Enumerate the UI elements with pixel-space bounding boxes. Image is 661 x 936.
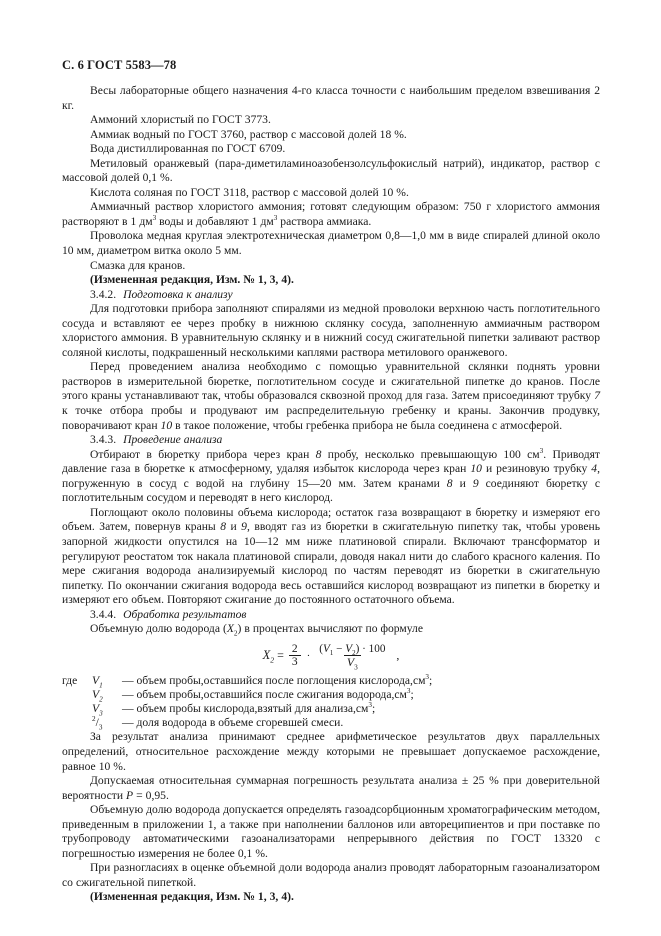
variable-definitions-list — [62, 674, 600, 731]
text-segment: . Приводят давление газа в бюретке к атмосферному, удаляя избыток кислорода через кран — [62, 447, 600, 476]
variable-symbol-sub: 3 — [99, 709, 103, 718]
formula-multiply-dot: · — [306, 649, 311, 662]
page-header: С. 6 ГОСТ 5583—78 — [62, 58, 177, 72]
formula-v3-sub: 3 — [354, 662, 358, 672]
paragraph-methyl-orange: Метиловый оранжевый (пара-диметиламиноазобензолсульфокислый натрий), индикатор, раствор с массовой долей 0,1 %. — [62, 156, 600, 185]
variable-symbol — [92, 702, 122, 716]
ref-number: 8 — [446, 476, 453, 490]
em-dash: — — [122, 687, 134, 701]
formula-hydrogen-fraction — [62, 642, 600, 672]
formula-v3: V — [346, 654, 355, 669]
variable-symbol — [92, 688, 122, 702]
text-segment: Отбирают в бюретку прибора через кран — [90, 447, 316, 461]
formula-main-numerator — [316, 642, 388, 658]
text-segment: и — [452, 476, 473, 490]
section-title: Подготовка к анализу — [123, 287, 233, 301]
definition-text: объем пробы,оставшийся после сжигания водорода,см — [136, 687, 407, 701]
paragraph-average-result: За результат анализа принимают среднее арифметическое результатов двух параллельных определений, относительное расхождение между которыми не превышает допускаемое расхождение, равное 10 %. — [62, 730, 600, 773]
formula-inner-dot: · — [362, 642, 366, 655]
paragraph-ammonia-solution — [62, 200, 600, 229]
text-segment: Перед проведением анализа необходимо с помощью уравнительной склянки поднять уровни растворов в измерительной бюретке, поглотительном сосуде и сжигательной пипетке до кранов. После этого краны устанавливают так, чтобы образовался сквозной проход для газа. Затем присоединяют трубку — [62, 360, 600, 403]
paragraph-tap-grease: Смазка для кранов. — [90, 258, 186, 272]
paragraph-ammonia-water: Аммиак водный по ГОСТ 3760, раствор с массовой долей 18 %. — [90, 127, 407, 141]
variable-definition-text — [122, 716, 343, 730]
superscript-cube: 3 — [273, 214, 278, 223]
variable-definition-row — [92, 715, 600, 732]
variable-symbol-letter: V — [92, 687, 100, 701]
fraction-denominator: 3 — [98, 723, 103, 732]
section-number: 3.4.3. — [90, 433, 117, 447]
variable-p: P — [126, 788, 134, 802]
paragraph-sampling — [62, 448, 600, 506]
formula-hundred: 100 — [368, 642, 386, 655]
formula-v1: V — [323, 642, 330, 655]
formula-v2-sub: 2 — [352, 649, 356, 658]
em-dash: — — [122, 702, 134, 716]
ref-number: 10 — [470, 462, 482, 476]
em-dash: — — [122, 716, 134, 730]
paren-open: ( — [319, 642, 324, 655]
text-segment: Поглощают около половины объема кислорода; остаток газа возвращают в бюретку и измеряют его объем. Затем, повернув краны — [62, 505, 600, 534]
section-heading-3-4-2 — [62, 288, 600, 303]
ref-number: 9 — [241, 520, 247, 534]
text-segment: в такое положение, чтобы гребенка прибора не была соединена с атмосферой. — [172, 418, 563, 432]
definition-tail: ; — [429, 673, 433, 687]
ref-number: 10 — [160, 418, 173, 432]
variable-symbol — [92, 674, 122, 688]
text-segment: и — [226, 520, 242, 534]
superscript-cube: 3 — [425, 672, 430, 681]
variable-definition-text — [122, 674, 432, 688]
paragraph-combustion — [62, 506, 600, 608]
formula-v2: V — [345, 642, 353, 655]
text-segment: , вводят газ из бюретки в сжигательную пипетку так, чтобы уровень запорной жидкости опустился на 10—12 мм ниже платиновой спирали. Включают трансформатор и регулируют реостатом ток накала платиновой спирали, доводя накал нити до слабого красного каления. По мере сжигания водорода анализируемый кислород по частям переводят из бюретки в сжигательную пипетку. По окончании сжигания водорода весь оставшийся кислород возвращают из пипетки в бюретку и измеряют его объем. Повторяют сжигание до постоянного остаточного объема. — [62, 520, 600, 607]
variable-symbol-sub: 2 — [99, 695, 103, 704]
ref-number: 8 — [315, 447, 322, 461]
definition-text: объем пробы кислорода,взятый для анализа,см — [136, 702, 369, 716]
formula-coefficient-fraction — [289, 643, 301, 669]
variable-symbol-fraction — [92, 716, 122, 730]
formula-minus: − — [336, 642, 343, 655]
variable-definition-row — [92, 701, 600, 718]
text-segment: = 0,95. — [133, 788, 169, 802]
paragraph-dispute-resolution: При разногласиях в оценке объемной доли водорода анализ проводят лабораторным газоанализатором со сжигательной пипеткой. — [62, 861, 600, 889]
section-heading-3-4-3 — [62, 433, 600, 448]
section-title: Обработка результатов — [123, 607, 247, 621]
ref-number: 4 — [591, 462, 598, 476]
text-segment: к точке отбора пробы и продувают им распределительную гребенку и краны. Закончив продувку, поворачивают кран — [62, 404, 600, 432]
paragraph-leveling — [62, 360, 600, 433]
ref-number: 8 — [220, 520, 226, 534]
paragraph-distilled-water: Вода дистиллированная по ГОСТ 6709. — [90, 142, 286, 156]
variable-symbol-letter: V — [92, 702, 100, 716]
paragraph-hydrochloric-acid: Кислота соляная по ГОСТ 3118, раствор с массовой долей 10 %. — [90, 185, 409, 199]
text-segment: соединяют бюретку с поглотительным сосудом и переводят в него кислород. — [62, 476, 600, 505]
paragraph-copper-wire: Проволока медная круглая электротехническая диаметром 0,8—1,0 мм в виде спиралей длиной около 10 мм, диаметром витка около 5 мм. — [62, 229, 600, 258]
section-number: 3.4.2. — [90, 287, 117, 301]
paren-close: ) — [355, 642, 360, 655]
variable-x: X — [226, 622, 234, 636]
text-segment: воды и добавляют 1 дм — [156, 214, 274, 228]
fraction-numerator: 2 — [92, 715, 96, 724]
variable-subscript: 2 — [233, 629, 238, 638]
text-segment: Аммиачный раствор хлористого аммония; готовят следующим образом: 750 г хлористого аммония растворяют в 1 дм — [62, 200, 600, 228]
ref-number: 7 — [594, 389, 600, 403]
variable-definition-row — [92, 686, 600, 704]
definition-text: объем пробы,оставшийся после поглощения кислорода,см — [136, 673, 426, 687]
text-segment: пробу, несколько превышающую 100 см — [321, 447, 540, 461]
formula-v1-sub: 1 — [329, 649, 334, 658]
text-segment: раствора аммиака. — [277, 214, 372, 228]
formula-coef-numerator: 2 — [291, 642, 298, 655]
formula-lhs-var: X — [262, 648, 271, 663]
formula-equals: = — [277, 648, 284, 663]
definition-text: доля водорода в объеме сгоревшей смеси. — [136, 716, 344, 730]
paragraph-revision-note-1: (Измененная редакция, Изм. № 1, 3, 4). — [90, 273, 294, 287]
text-segment: Допускаемая относительная суммарная погрешность результата анализа ± 25 % при доверительной вероятности — [62, 774, 600, 802]
text-segment: ) в процентах вычисляют по формуле — [237, 622, 423, 636]
paragraph-formula-intro — [62, 622, 600, 637]
paragraph-ammonium-chloride: Аммоний хлористый по ГОСТ 3773. — [90, 113, 271, 127]
section-number: 3.4.4. — [90, 607, 117, 621]
formula-trailing-comma: , — [396, 648, 400, 663]
paragraph-preparation: Для подготовки прибора заполняют спиралями из медной проволоки верхнюю часть поглотительного сосуда и вставляют ее через пробку в нижнюю склянку сосуда, заполненную аммиачным раствором хлористого аммония. В уравнительную склянку и в нижний сосуд сжигательной пипетки заливают раствор соляной кислоты, подкрашенный несколькими каплями раствора метилового оранжевого. — [62, 302, 600, 359]
text-segment: , погруженную в сосуд с водой на глубину 15—20 мм. Затем кранами — [62, 462, 600, 490]
paragraph-error-tolerance — [62, 774, 600, 803]
formula-coef-denominator: 3 — [289, 655, 301, 668]
definition-tail: ; — [410, 687, 414, 701]
text-segment: и резиновую трубку — [481, 462, 592, 476]
where-lead-word: где — [62, 673, 78, 687]
superscript-cube: 3 — [368, 701, 372, 710]
formula-main-denominator — [344, 654, 361, 672]
definition-tail: ; — [372, 702, 376, 716]
superscript-cube: 3 — [152, 214, 157, 223]
formula-lhs-sub: 2 — [270, 655, 275, 665]
formula-expression — [262, 642, 400, 672]
em-dash: — — [122, 673, 134, 687]
paragraph-scales: Весы лабораторные общего назначения 4-го класса точности с наибольшим пределом взвешивания 2 кг. — [62, 84, 600, 112]
variable-definition-row — [62, 672, 600, 689]
formula-main-fraction — [316, 642, 388, 672]
paragraph-chromatographic-method: Объемную долю водорода допускается определять газоадсорбционным хроматографическим методом, приведенным в приложении 1, а также при наполнении баллонов или автореципиентов и при поставке по трубопроводу автоматическими газоанализаторами непрерывного действия по ГОСТ 13320 с погрешностью измерения не более 0,1 %. — [62, 803, 600, 860]
variable-definition-text — [122, 688, 414, 702]
section-title: Проведение анализа — [123, 433, 223, 447]
formula-lhs — [263, 648, 275, 663]
inline-fraction: $^2/_3$ — [92, 715, 103, 732]
text-segment: Объемную долю водорода ( — [90, 622, 227, 636]
document-body — [62, 84, 600, 905]
variable-symbol-letter: V — [92, 673, 100, 687]
variable-definition-text — [122, 702, 375, 716]
section-heading-3-4-4 — [62, 608, 600, 623]
superscript-cube: 3 — [539, 446, 544, 455]
superscript-cube: 3 — [406, 686, 411, 695]
variable-symbol-sub: 1 — [99, 680, 103, 689]
ref-number: 9 — [472, 476, 479, 490]
paragraph-revision-note-2: (Измененная редакция, Изм. № 1, 3, 4). — [90, 890, 294, 904]
